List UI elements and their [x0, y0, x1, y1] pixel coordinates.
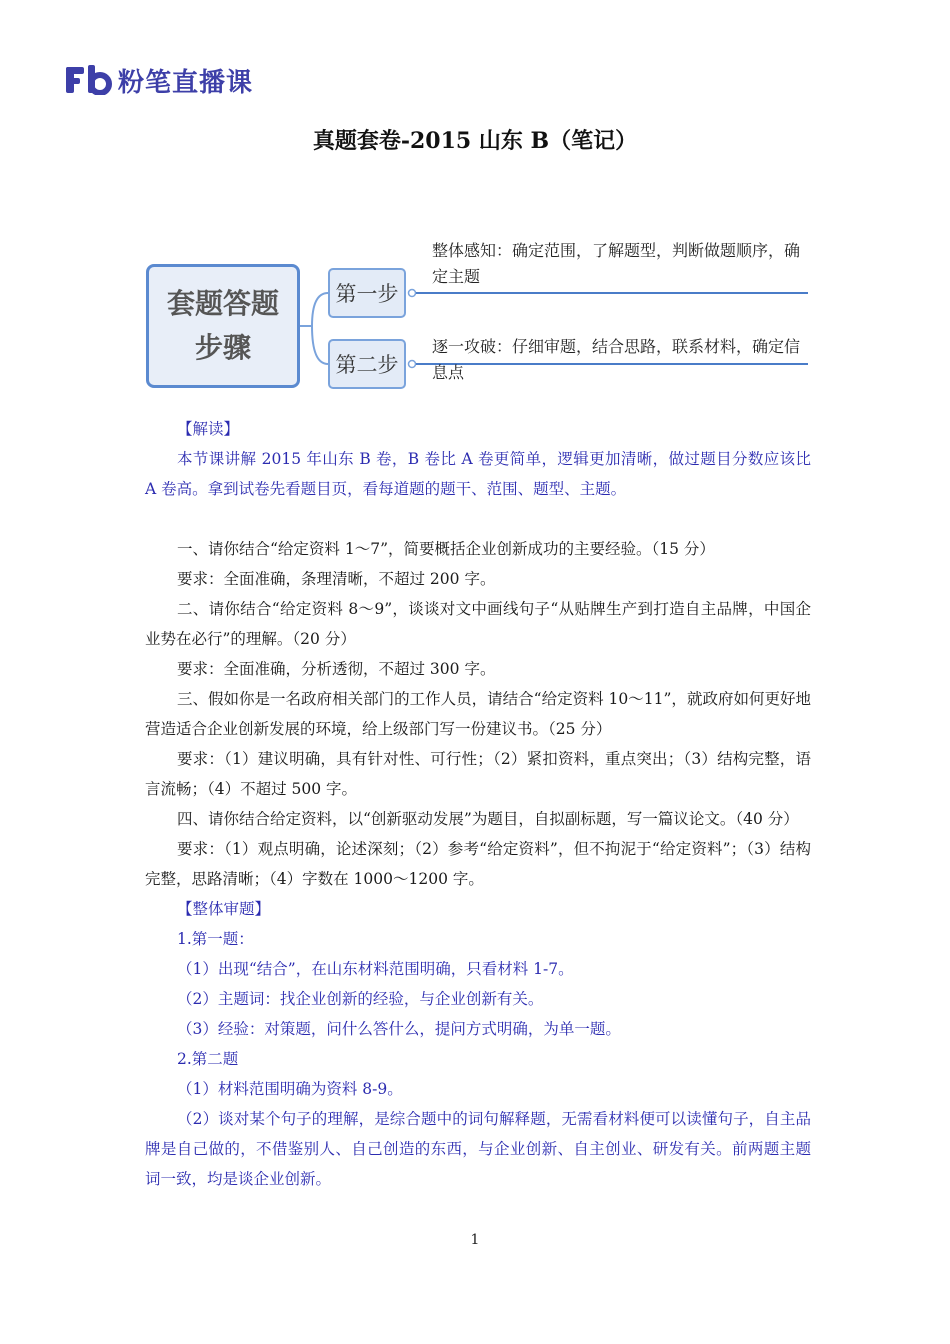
mindmap-step-1: 第一步 — [328, 268, 406, 318]
page-number: 1 — [470, 1232, 480, 1248]
question-3: 三、假如你是一名政府相关部门的工作人员，请结合“给定资料 10～11”，就政府如何更好地营造适合企业创新发展的环境，给上级部门写一份建议书。（25 分） — [145, 690, 811, 738]
mindmap — [140, 226, 815, 396]
mindmap-desc-2: 逐一攻破：仔细审题，结合思路，联系材料，确定信息点 — [432, 337, 801, 382]
mindmap-desc-1: 整体感知：确定范围，了解题型，判断做题顺序，确定主题 — [432, 241, 801, 286]
logo-text: 粉笔直播课 — [118, 67, 254, 98]
question-4-requirement: 要求：（1）观点明确，论述深刻；（2）参考“给定资料”，但不拘泥于“给定资料”；（3）结构完整，思路清晰；（4）字数在 1000～1200 字。 — [145, 840, 811, 888]
shenti-line: （1）材料范围明确为资料 8-9。 — [177, 1080, 403, 1098]
mindmap-step-2: 第二步 — [328, 339, 406, 389]
spacer — [145, 504, 811, 534]
fb-logo-icon — [66, 65, 112, 95]
question-3-requirement: 要求：（1）建议明确，具有针对性、可行性；（2）紧扣资料，重点突出；（3）结构完整，语言流畅；（4）不超过 500 字。 — [145, 750, 811, 798]
jiedu-heading: 【解读】 — [177, 420, 240, 438]
shenti-line: 2.第二题 — [177, 1050, 239, 1068]
document-body — [145, 414, 811, 1194]
mindmap-root-line1: 套题答题 — [166, 287, 279, 320]
brand-logo — [66, 60, 253, 100]
page-title: 真题套卷-2015 山东 B（笔记） — [312, 128, 638, 154]
question-1: 一、请你结合“给定资料 1～7”，简要概括企业创新成功的主要经验。（15 分） — [177, 540, 715, 558]
shenti-heading: 【整体审题】 — [177, 900, 271, 918]
shenti-line: 1.第一题： — [177, 930, 254, 948]
question-4: 四、请你结合给定资料，以“创新驱动发展”为题目，自拟副标题，写一篇议论文。（40 分） — [177, 810, 799, 828]
shenti-line: （2）主题词：找企业创新的经验，与企业创新有关。 — [177, 990, 544, 1008]
shenti-line: （2）谈对某个句子的理解，是综合题中的词句解释题，无需看材料便可以读懂句子，自主品牌是自己做的，不借鉴别人、自己创造的东西，与企业创新、自主创业、研发有关。前两题主题词一致，均是谈企业创新。 — [145, 1110, 811, 1188]
jiedu-text: 本节课讲解 2015 年山东 B 卷，B 卷比 A 卷更简单，逻辑更加清晰，做过题目分数应该比 A 卷高。拿到试卷先看题目页，看每道题的题干、范围、题型、主题。 — [145, 450, 811, 498]
shenti-line: （3）经验：对策题，问什么答什么，提问方式明确，为单一题。 — [177, 1020, 621, 1038]
mindmap-root — [146, 264, 300, 388]
question-2: 二、请你结合“给定资料 8～9”，谈谈对文中画线句子“从贴牌生产到打造自主品牌，中国企业势在必行”的理解。（20 分） — [145, 600, 811, 648]
question-2-requirement: 要求：全面准确，分析透彻，不超过 300 字。 — [177, 660, 496, 678]
shenti-line: （1）出现“结合”，在山东材料范围明确，只看材料 1-7。 — [177, 960, 574, 978]
mindmap-root-line2: 步骤 — [194, 331, 251, 364]
question-1-requirement: 要求：全面准确，条理清晰，不超过 200 字。 — [177, 570, 496, 588]
